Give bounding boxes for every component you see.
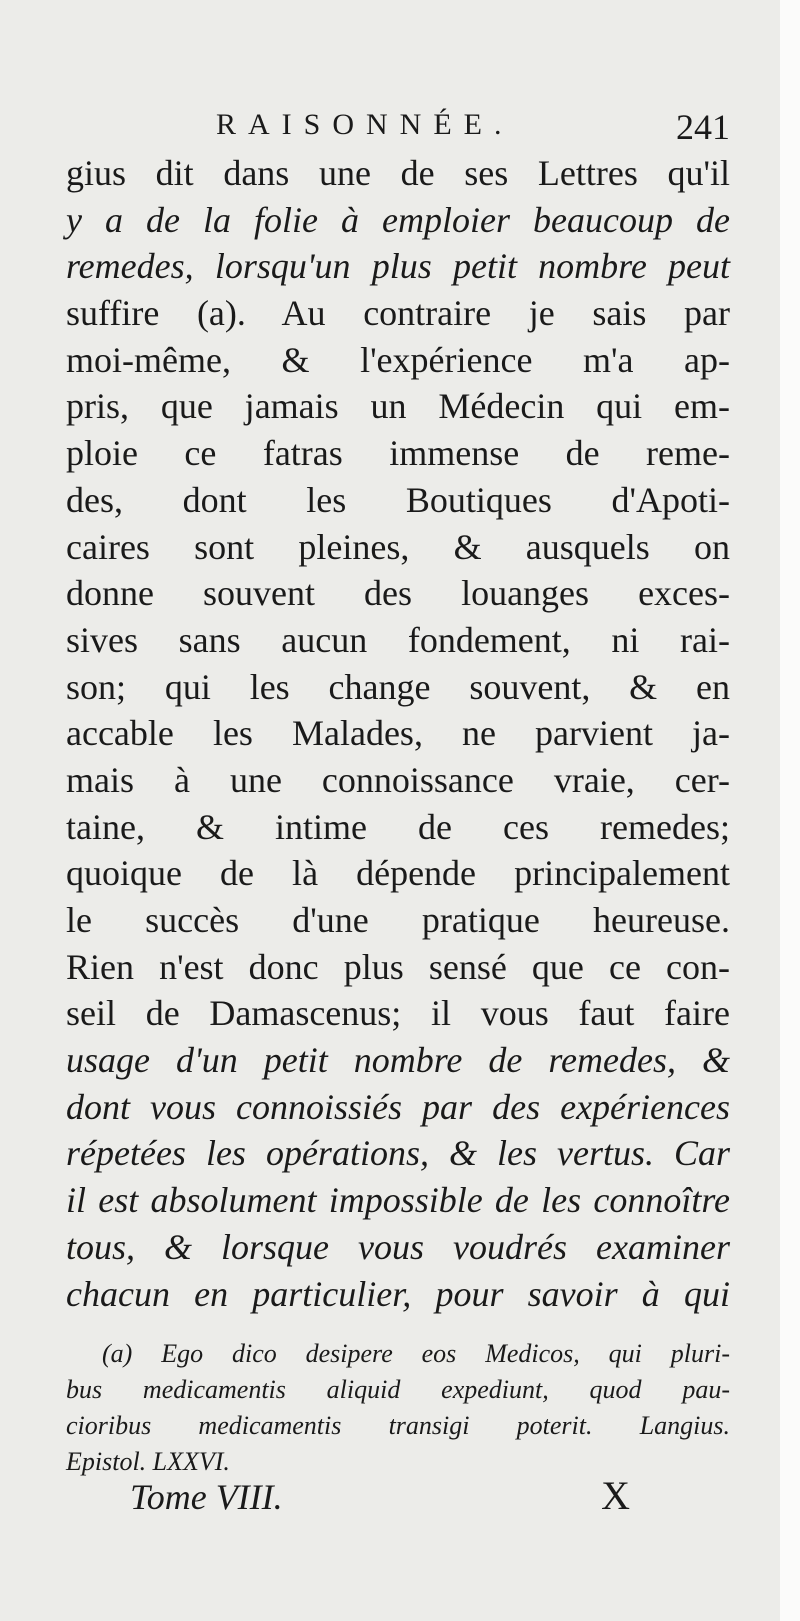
- text-line: dont vous connoissiés par des expériences: [66, 1086, 730, 1127]
- page-footer: [130, 1473, 630, 1526]
- text-line: son; qui les change souvent, & en: [66, 666, 730, 707]
- text-line: des, dont les Boutiques d'Apoti-: [66, 479, 730, 520]
- text-line: remedes, lorsqu'un plus petit nombre peut: [66, 246, 730, 287]
- text-line: le succès d'une pratique heureuse.: [66, 900, 730, 940]
- text-line: ploie ce fatras immense de reme-: [66, 433, 730, 474]
- text-line: usage d'un petit nombre de remedes, &: [66, 1040, 730, 1081]
- body-text: [66, 150, 730, 1317]
- text-line: accable les Malades, ne parvient ja-: [66, 713, 730, 754]
- text-line: pris, que jamais un Médecin qui em-: [66, 386, 730, 427]
- text-line: suffire (a). Au contraire je sais par: [66, 293, 730, 334]
- text-line: chacun en particulier, pour savoir à qui: [66, 1273, 730, 1314]
- text-line: Rien n'est donc plus sensé que ce con-: [66, 946, 730, 987]
- page-edge: [780, 0, 800, 1621]
- footnote-line: cioribus medicamentis transigi poterit. Langius.: [66, 1411, 730, 1440]
- text-line: répetées les opérations, & les vertus. Car: [66, 1133, 730, 1174]
- text-line: sives sans aucun fondement, ni rai-: [66, 619, 730, 660]
- text-line: moi-même, & l'expérience m'a ap-: [66, 339, 730, 380]
- footnote: [66, 1336, 730, 1480]
- text-line: y a de la folie à emploier beaucoup de: [66, 199, 730, 240]
- text-line: quoique de là dépende principalement: [66, 853, 730, 894]
- text-line: gius dit dans une de ses Lettres qu'il: [66, 153, 730, 193]
- footnote-line: (a) Ego dico desipere eos Medicos, qui pluri-: [102, 1339, 730, 1368]
- signature-mark: X: [601, 1473, 630, 1518]
- footnote-line: Epistol. LXXVI.: [66, 1447, 230, 1476]
- text-line: il est absolument impossible de les connoître: [66, 1180, 730, 1221]
- text-line: seil de Damascenus; il vous faut faire: [66, 993, 730, 1034]
- text-line: donne souvent des louanges exces-: [66, 573, 730, 614]
- text-line: tous, & lorsque vous voudrés examiner: [66, 1226, 730, 1267]
- text-line: caires sont pleines, & ausquels on: [66, 526, 730, 567]
- footnote-line: bus medicamentis aliquid expediunt, quod pau-: [66, 1375, 730, 1404]
- text-line: mais à une connoissance vraie, cer-: [66, 759, 730, 800]
- running-title: RAISONNÉE.: [216, 108, 514, 141]
- page-header: [66, 108, 730, 152]
- volume-label: Tome VIII.: [130, 1477, 283, 1517]
- page-number: 241: [676, 107, 730, 147]
- text-line: taine, & intime de ces remedes;: [66, 806, 730, 847]
